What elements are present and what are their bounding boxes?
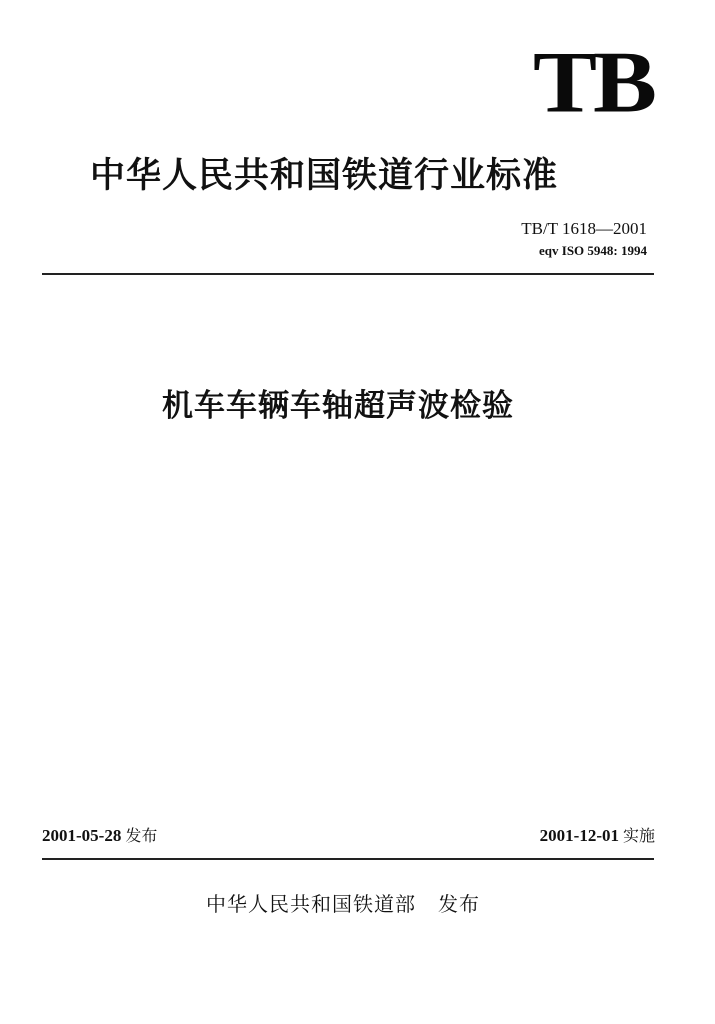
effective-date: 2001-12-01 — [539, 826, 619, 845]
tb-logo: TB — [532, 32, 653, 131]
standard-number: TB/T 1618—2001 — [521, 219, 647, 238]
document-title: 机车车辆车轴超声波检验 — [162, 388, 514, 424]
standard-code-block — [521, 218, 647, 262]
effective-date-row — [540, 823, 655, 846]
effective-label: 实施 — [622, 826, 655, 845]
publisher-action: 发布 — [438, 892, 480, 916]
bottom-divider — [42, 858, 654, 860]
equivalent-standard: eqv ISO 5948: 1994 — [539, 243, 647, 258]
publisher-name: 中华人民共和国铁道部 — [206, 892, 416, 916]
issue-label: 发布 — [125, 826, 158, 845]
issue-date-row — [42, 823, 157, 846]
top-divider — [42, 273, 654, 275]
issue-date: 2001-05-28 — [42, 826, 122, 845]
publisher-line — [206, 888, 480, 917]
standard-title: 中华人民共和国铁道行业标准 — [90, 156, 559, 196]
